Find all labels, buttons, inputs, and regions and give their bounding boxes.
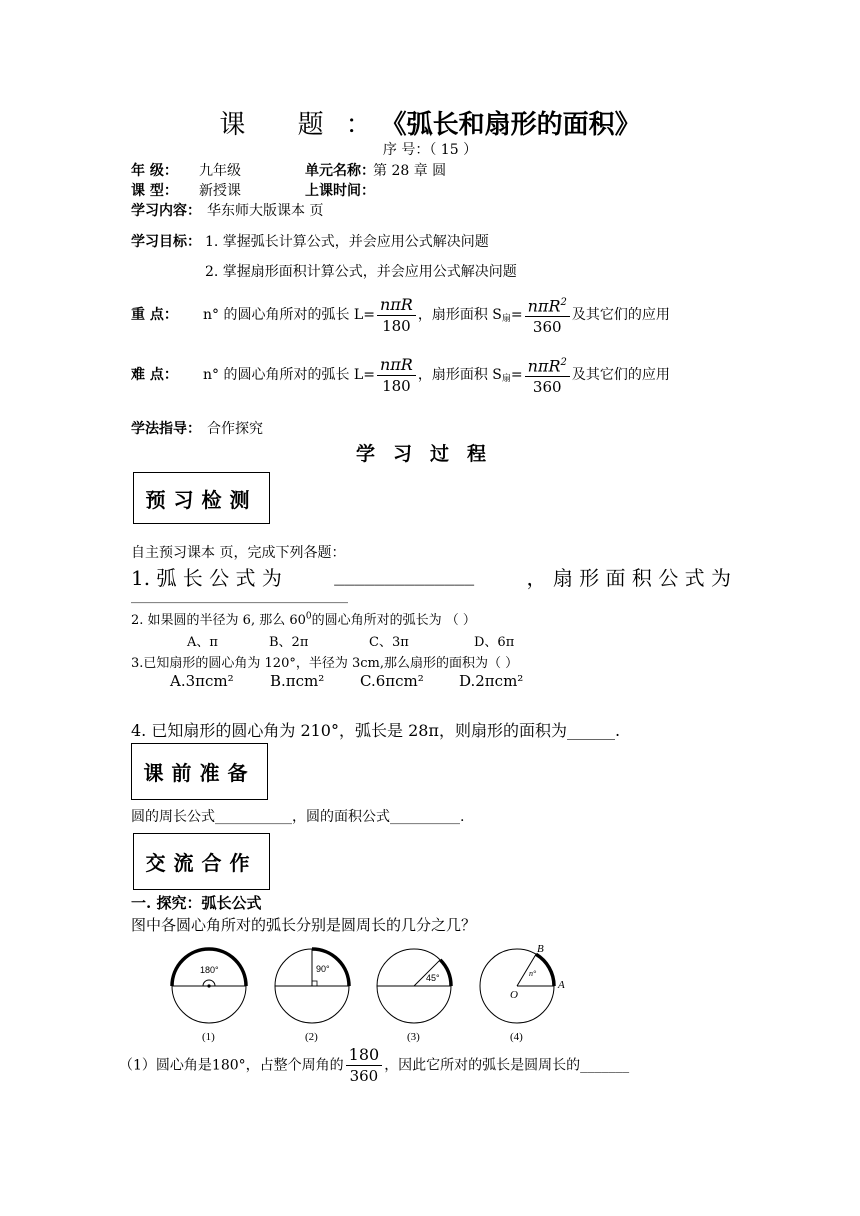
sector-area-fraction bbox=[525, 293, 570, 337]
arc-length-fraction-2 bbox=[377, 355, 416, 396]
explore-line-1 bbox=[119, 1045, 629, 1086]
question-4: 4. 已知扇形的圆心角为 210°，弧长是 28π，则扇形的面积为______. bbox=[131, 721, 621, 740]
arc-fraction-den-2: 180 bbox=[382, 376, 411, 395]
content-value: 华东师大版课本 页 bbox=[207, 203, 324, 219]
section-prepare-box: 课前准备 bbox=[131, 743, 268, 800]
figure-1-angle: 180° bbox=[200, 965, 219, 975]
section-preview-box: 预习检测 bbox=[133, 472, 270, 524]
key-point-label: 重 点： bbox=[131, 307, 178, 324]
q1-line-2: _______________________________ bbox=[131, 588, 348, 604]
figure-2-angle: 90° bbox=[316, 964, 330, 974]
preview-intro: 自主预习课本 页，完成下列各题： bbox=[131, 545, 346, 561]
q2-part-a: 2. 如果圆的半径为 6, 那么 60 bbox=[131, 613, 306, 628]
q3-option-b: B.πcm² bbox=[270, 672, 325, 690]
figure-3 bbox=[377, 949, 451, 1043]
page-title bbox=[0, 104, 860, 141]
grade-label: 年 级： bbox=[131, 163, 178, 179]
sector-fraction-sup: 2 bbox=[560, 297, 567, 308]
line1-fraction-num: 180 bbox=[346, 1045, 383, 1066]
figure-4-label-b: B bbox=[537, 943, 544, 955]
hard-point-label: 难 点： bbox=[131, 367, 178, 384]
figure-2 bbox=[275, 949, 349, 1043]
method-label: 学法指导： bbox=[131, 421, 201, 437]
figure-3-caption: (3) bbox=[407, 1031, 420, 1043]
q3-option-a: A.3πcm² bbox=[170, 672, 234, 690]
q1-part-a: 1. 弧 长 公 式 为 bbox=[131, 566, 282, 590]
figure-4-label-o: O bbox=[510, 989, 518, 1001]
question-3: 3.已知扇形的圆心角为 120°，半径为 3cm,那么扇形的面积为（ ） bbox=[131, 656, 519, 671]
process-heading: 学习过程 bbox=[355, 443, 504, 465]
goal-label: 学习目标： bbox=[131, 234, 201, 250]
arc-length-fraction bbox=[377, 295, 416, 336]
sector-fraction-num: nπR bbox=[527, 296, 561, 316]
circle-figures bbox=[160, 938, 580, 1048]
unit-label: 单元名称： bbox=[305, 163, 375, 179]
q2-sup: 0 bbox=[305, 611, 312, 622]
q1-blank: ______________ bbox=[334, 562, 475, 586]
sector-fraction-num-2: nπR bbox=[527, 356, 561, 376]
question-2 bbox=[131, 609, 476, 628]
q3-option-d: D.2πcm² bbox=[459, 672, 524, 690]
hard-text-b: ，扇形面积 S bbox=[417, 367, 502, 384]
q1-part-b: ， 扇 形 面 积 公 式 为 bbox=[526, 566, 731, 590]
q3-option-c: C.6πcm² bbox=[360, 672, 424, 690]
prepare-text: 圆的周长公式___________，圆的面积公式__________. bbox=[131, 809, 465, 825]
line1-part-b: ，因此它所对的弧长是圆周长的_______ bbox=[384, 1057, 630, 1074]
sector-fraction-den: 360 bbox=[532, 318, 562, 337]
figure-2-caption: (2) bbox=[305, 1031, 318, 1043]
hard-text-a: n° 的圆心角所对的弧长 L= bbox=[203, 367, 375, 384]
sequence-number: 序 号：（ 15 ） bbox=[382, 142, 478, 158]
figure-4-angle: n° bbox=[529, 969, 537, 978]
arc-fraction-num: nπR bbox=[377, 295, 416, 316]
arc-fraction-den: 180 bbox=[382, 316, 411, 335]
unit-value: 第 28 章 圆 bbox=[373, 163, 447, 179]
q2-option-b: B、2π bbox=[269, 635, 309, 650]
figure-1-caption: (1) bbox=[202, 1031, 215, 1043]
q2-option-c: C、3π bbox=[369, 635, 409, 650]
key-text-b: ，扇形面积 S bbox=[417, 307, 502, 324]
content-label: 学习内容： bbox=[131, 203, 201, 219]
key-sub: 扇 bbox=[501, 314, 511, 325]
figure-4 bbox=[480, 943, 565, 1043]
sector-area-fraction-2 bbox=[525, 353, 570, 397]
time-label: 上课时间： bbox=[305, 183, 375, 199]
type-value: 新授课 bbox=[199, 183, 241, 199]
arc-fraction-num-2: nπR bbox=[377, 355, 416, 376]
question-1 bbox=[131, 562, 731, 591]
line1-part-a: （1）圆心角是180°，占整个周角的 bbox=[119, 1057, 344, 1074]
goal-item-2: 2. 掌握扇形面积计算公式，并会应用公式解决问题 bbox=[205, 264, 517, 280]
q2-option-a: A、π bbox=[187, 635, 218, 650]
sector-fraction-den-2: 360 bbox=[532, 378, 562, 397]
line1-fraction bbox=[346, 1045, 383, 1086]
explore-title: 一. 探究：弧长公式 bbox=[131, 894, 262, 912]
section-cooperate-box: 交流合作 bbox=[133, 833, 270, 890]
grade-value: 九年级 bbox=[199, 163, 241, 179]
hard-eq: = bbox=[510, 367, 523, 384]
figure-1 bbox=[172, 949, 246, 1043]
sector-fraction-sup-2: 2 bbox=[560, 357, 567, 368]
hard-point-row bbox=[131, 353, 670, 397]
title-main: 《弧长和扇形的面积》 bbox=[393, 110, 641, 140]
title-prefix: 课 题： bbox=[219, 110, 394, 140]
explore-question: 图中各圆心角所对的弧长分别是圆周长的几分之几？ bbox=[131, 916, 477, 934]
figure-3-angle: 45° bbox=[426, 973, 440, 983]
q2-part-b: 的圆心角所对的弧长为 （ ） bbox=[311, 613, 476, 628]
key-text-c: 及其它们的应用 bbox=[571, 307, 670, 324]
figure-4-label-a: A bbox=[558, 979, 565, 991]
hard-text-c: 及其它们的应用 bbox=[571, 367, 670, 384]
key-eq: = bbox=[510, 307, 523, 324]
key-point-row bbox=[131, 293, 670, 337]
type-label: 课 型： bbox=[131, 183, 178, 199]
method-value: 合作探究 bbox=[207, 421, 263, 437]
figure-4-caption: (4) bbox=[510, 1031, 523, 1043]
goal-item-1: 1. 掌握弧长计算公式，并会应用公式解决问题 bbox=[205, 234, 489, 250]
key-text-a: n° 的圆心角所对的弧长 L= bbox=[203, 307, 375, 324]
line1-fraction-den: 360 bbox=[349, 1067, 379, 1085]
hard-sub: 扇 bbox=[501, 374, 511, 385]
q2-option-d: D、6π bbox=[474, 635, 515, 650]
